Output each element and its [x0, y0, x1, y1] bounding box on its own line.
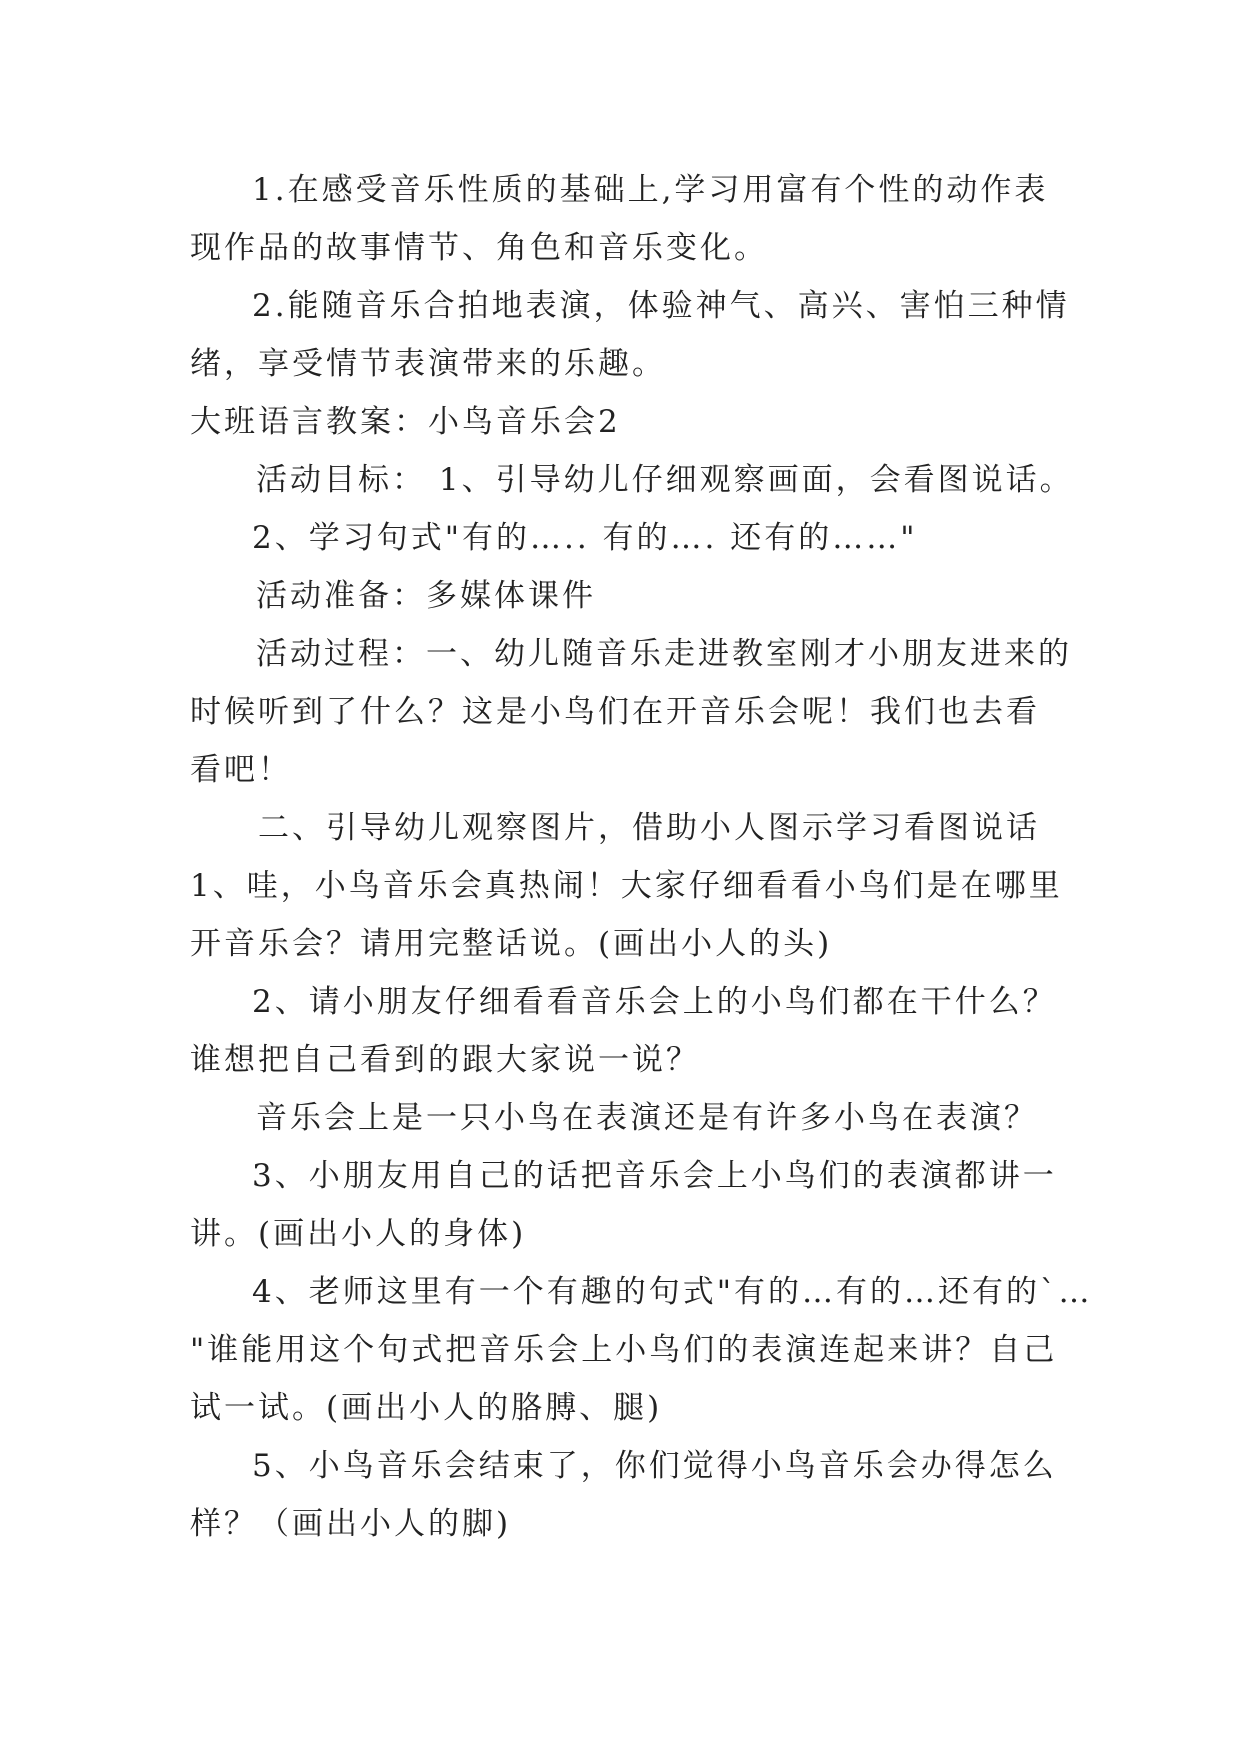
- text-line-24: 样？（画出小人的脚): [190, 1506, 512, 1542]
- text-line-4: 绪，享受情节表演带来的乐趣。: [190, 346, 666, 382]
- text-line-23: 5、小鸟音乐会结束了，你们觉得小鸟音乐会办得怎么: [252, 1448, 1057, 1484]
- text-line-22: 试一试。(画出小人的胳膊、腿): [190, 1390, 663, 1426]
- text-line-11: 看吧！: [190, 752, 292, 788]
- text-line-9: 活动过程：一、幼儿随音乐走进教室刚才小朋友进来的: [256, 636, 1072, 672]
- text-line-1: 1.在感受音乐性质的基础上,学习用富有个性的动作表: [252, 172, 1049, 208]
- text-line-21: "谁能用这个句式把音乐会上小鸟们的表演连起来讲？自己: [190, 1332, 1058, 1368]
- text-line-12: 二、引导幼儿观察图片，借助小人图示学习看图说话: [258, 810, 1040, 846]
- text-line-2: 现作品的故事情节、角色和音乐变化。: [190, 230, 768, 266]
- text-line-7: 2、学习句式"有的….. 有的…. 还有的……": [252, 520, 918, 556]
- text-line-6: 活动目标： 1、引导幼儿仔细观察画面，会看图说话。: [256, 462, 1074, 498]
- text-line-20: 4、老师这里有一个有趣的句式"有的…有的…还有的`…: [252, 1274, 1093, 1310]
- text-line-16: 谁想把自己看到的跟大家说一说？: [190, 1042, 700, 1078]
- text-line-13: 1、哇，小鸟音乐会真热闹！大家仔细看看小鸟们是在哪里: [190, 868, 1063, 904]
- text-line-18: 3、小朋友用自己的话把音乐会上小鸟们的表演都讲一: [252, 1158, 1057, 1194]
- text-line-14: 开音乐会？请用完整话说。(画出小人的头): [190, 926, 833, 962]
- section-heading: 大班语言教案：小鸟音乐会2: [190, 404, 621, 440]
- text-line-19: 讲。(画出小人的身体): [190, 1216, 527, 1252]
- text-line-17: 音乐会上是一只小鸟在表演还是有许多小鸟在表演？: [256, 1100, 1038, 1136]
- text-line-8: 活动准备：多媒体课件: [256, 578, 596, 614]
- text-line-15: 2、请小朋友仔细看看音乐会上的小鸟们都在干什么？: [252, 984, 1057, 1020]
- text-line-3: 2.能随音乐合拍地表演，体验神气、高兴、害怕三种情: [252, 288, 1070, 324]
- text-line-10: 时候听到了什么？这是小鸟们在开音乐会呢！我们也去看: [190, 694, 1040, 730]
